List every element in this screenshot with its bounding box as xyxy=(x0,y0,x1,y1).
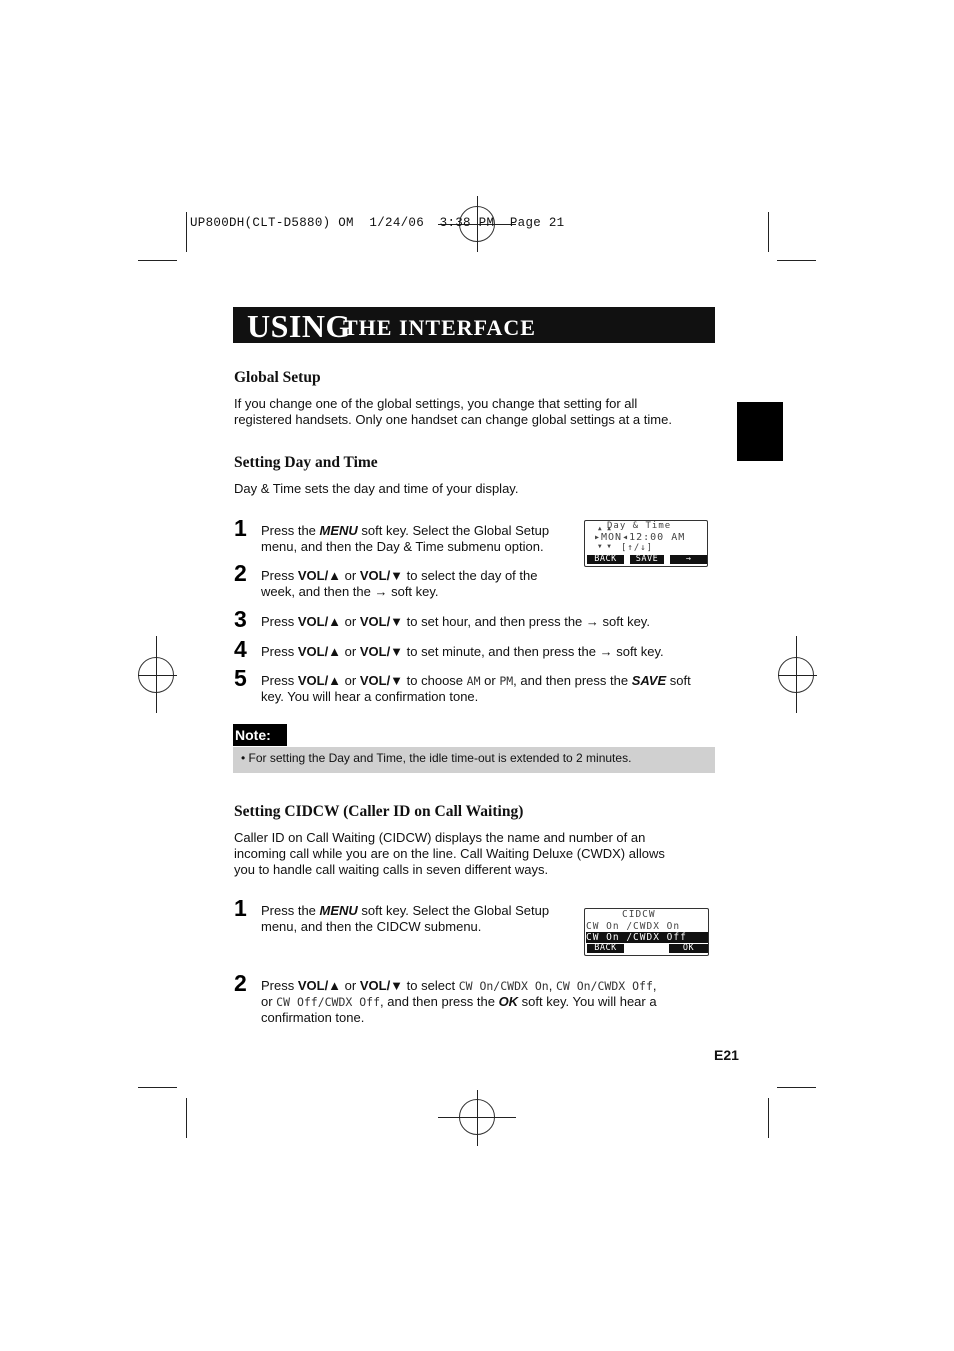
lcd-title: CIDCW xyxy=(622,909,656,920)
lcd-up-arrows: ▲ ▲ xyxy=(598,525,612,532)
step-number: 3 xyxy=(234,606,247,632)
step-text: Press VOL/▲ or VOL/▼ to select CW On/CWDX On, CW On/CWDX Off, or CW Off/CWDX Off, and then press the OK soft key. You will hear a confirmation tone. xyxy=(261,978,657,1025)
step-text: Press VOL/▲ or VOL/▼ to choose AM or PM, and then press the SAVE soft key. You will hear a confirmation tone. xyxy=(261,673,691,704)
lcd-hint: [↑/↓] xyxy=(621,543,654,553)
step-text: Press VOL/▲ or VOL/▼ to set hour, and then press the → soft key. xyxy=(261,614,650,629)
print-slug: UP800DH(CLT-D5880) OM 1/24/06 3:38 PM Page 21 xyxy=(190,216,565,230)
step-number: 5 xyxy=(234,665,247,691)
crop-mark xyxy=(186,212,187,252)
lcd-down-arrows: ▼ ▼ xyxy=(598,543,612,550)
step-number: 2 xyxy=(234,560,247,586)
lcd-title: Day & Time xyxy=(607,521,672,531)
step-text: Press VOL/▲ or VOL/▼ to set minute, and then press the → soft key. xyxy=(261,644,664,659)
page-number: E21 xyxy=(714,1047,739,1063)
note-label: Note: xyxy=(233,724,287,746)
lcd-softkey-ok: OK xyxy=(669,944,708,953)
crop-mark xyxy=(768,1098,769,1138)
crop-mark xyxy=(768,212,769,252)
step-number: 4 xyxy=(234,636,247,662)
header-title-big: USING xyxy=(247,308,351,344)
crop-mark xyxy=(186,1098,187,1138)
crop-mark xyxy=(138,1087,177,1088)
crop-mark xyxy=(777,260,816,261)
cidcw-heading: Setting CIDCW (Caller ID on Call Waiting) xyxy=(234,803,524,820)
header-title-small: THE INTERFACE xyxy=(343,315,536,340)
step-text: Press the MENU soft key. Select the Global Setup menu, and then the Day & Time submenu option. xyxy=(261,523,550,554)
lcd-softkey-arrow: → xyxy=(670,555,707,564)
step-number: 1 xyxy=(234,515,247,541)
lcd-option-row-selected: CW On /CWDX Off xyxy=(586,932,708,943)
day-time-intro: Day & Time sets the day and time of your display. xyxy=(234,481,519,496)
lcd-softkey-back: BACK xyxy=(587,944,624,953)
note-box xyxy=(233,747,715,773)
step-number: 2 xyxy=(234,970,247,996)
global-setup-body: If you change one of the global settings, you change that setting for all registered handsets. Only one handset can change global settings at a time. xyxy=(234,396,672,427)
lcd-option-row: CW On /CWDX On xyxy=(586,921,681,932)
global-setup-heading: Global Setup xyxy=(234,369,321,386)
step-number: 1 xyxy=(234,895,247,921)
side-thumb-tab xyxy=(737,402,783,461)
lcd-softkey-save: SAVE xyxy=(630,555,664,564)
step-text: Press the MENU soft key. Select the Global Setup menu, and then the CIDCW submenu. xyxy=(261,903,550,934)
crop-mark xyxy=(138,260,177,261)
cidcw-body: Caller ID on Call Waiting (CIDCW) displays the name and number of an incoming call while you are on the line. Call Waiting Deluxe (CWDX) allows you to handle call waiting calls in seven different ways. xyxy=(234,830,665,877)
lcd-day-time-row: ▸MON◂12:00 AM xyxy=(594,532,686,543)
lcd-cidcw-display xyxy=(584,908,709,956)
lcd-day-time-display xyxy=(584,520,708,567)
crop-mark xyxy=(777,1087,816,1088)
note-text: • For setting the Day and Time, the idle time-out is extended to 2 minutes. xyxy=(241,751,632,765)
step-text: Press VOL/▲ or VOL/▼ to select the day of the week, and then the → soft key. xyxy=(261,568,538,599)
section-header xyxy=(233,307,715,343)
day-time-heading: Setting Day and Time xyxy=(234,454,378,471)
lcd-softkey-back: BACK xyxy=(587,555,624,564)
